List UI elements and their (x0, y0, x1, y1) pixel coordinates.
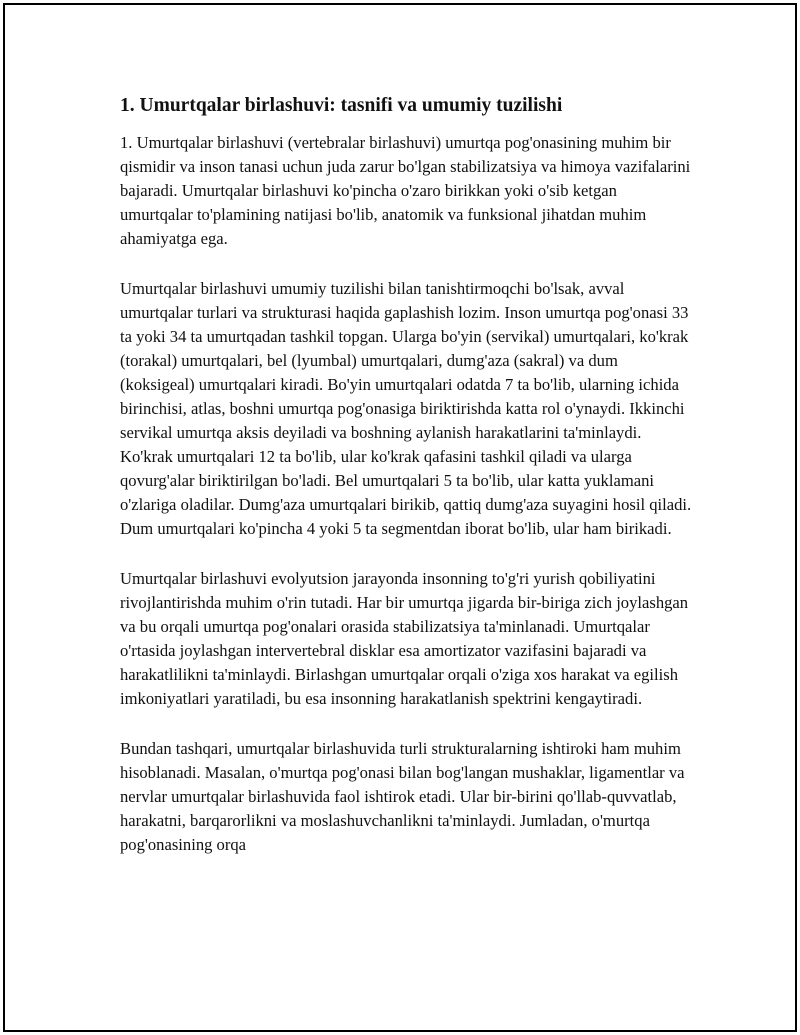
page-title: 1. Umurtqalar birlashuvi: tasnifi va umumiy tuzilishi (120, 95, 563, 116)
paragraph-1: 1. Umurtqalar birlashuvi (vertebralar birlashuvi) umurtqa pog'onasining muhim bir qismidir va inson tanasi uchun juda zarur bo'lgan stabilizatsiya va himoya vazifalarini bajaradi. Umurtqalar birlashuvi ko'pincha o'zaro birikkan yoki o'sib ketgan umurtqalar to'plamining natijasi bo'lib, anatomik va funksional jihatdan muhim ahamiyatga ega. (120, 133, 691, 248)
paragraph-2: Umurtqalar birlashuvi umumiy tuzilishi bilan tanishtirmoqchi bo'lsak, avval umurtqalar turlari va strukturasi haqida gaplashish lozim. Inson umurtqa pog'onasi 33 ta yoki 34 ta umurtqadan tashkil topgan. Ularga bo'yin (servikal) umurtqalari, ko'krak (torakal) umurtqalari, bel (lyumbal) umurtqalari, dumg'aza (sakral) va dum (koksigeal) umurtqalari kiradi. Bo'yin umurtqalari odatda 7 ta bo'lib, ularning ichida birinchisi, atlas, boshni umurtqa pog'onasiga biriktirishda katta rol o'ynaydi. Ikkinchi servikal umurtqa aksis deyiladi va boshning aylanish harakatlarini ta'minlaydi. Ko'krak umurtqalari 12 ta bo'lib, ular ko'krak qafasini tashkil qiladi va ularga qovurg'alar biriktirilgan bo'ladi. Bel umurtqalari 5 ta bo'lib, ular katta yuklamani o'zlariga oladilar. Dumg'aza umurtqalari birikib, qattiq dumg'aza suyagini hosil qiladi. Dum umurtqalari ko'pincha 4 yoki 5 ta segmentdan iborat bo'lib, ular ham birikadi. (120, 279, 692, 538)
page-frame (3, 3, 797, 1032)
document-body (120, 93, 692, 883)
paragraph-3: Umurtqalar birlashuvi evolyutsion jarayonda insonning to'g'ri yurish qobiliyatini rivojlantirishda muhim o'rin tutadi. Har bir umurtqa jigarda bir-biriga zich joylashgan va bu orqali umurtqa pog'onalari orasida stabilizatsiya ta'minlanadi. Umurtqalar o'rtasida joylashgan intervertebral disklar esa amortizator vazifasini bajaradi va harakatlilikni ta'minlaydi. Birlashgan umurtqalar orqali o'ziga xos harakat va egilish imkoniyatlari yaratiladi, bu esa insonning harakatlanish spektrini kengaytiradi. (120, 569, 689, 708)
paragraph-4: Bundan tashqari, umurtqalar birlashuvida turli strukturalarning ishtiroki ham muhim hisoblanadi. Masalan, o'murtqa pog'onasi bilan bog'langan mushaklar, ligamentlar va nervlar umurtqalar birlashuvida faol ishtirok etadi. Ular bir-birini qo'llab-quvvatlab, harakatni, barqarorlikni va moslashuvchanlikni ta'minlaydi. Jumladan, o'murtqa pog'onasining orqa (120, 739, 685, 854)
